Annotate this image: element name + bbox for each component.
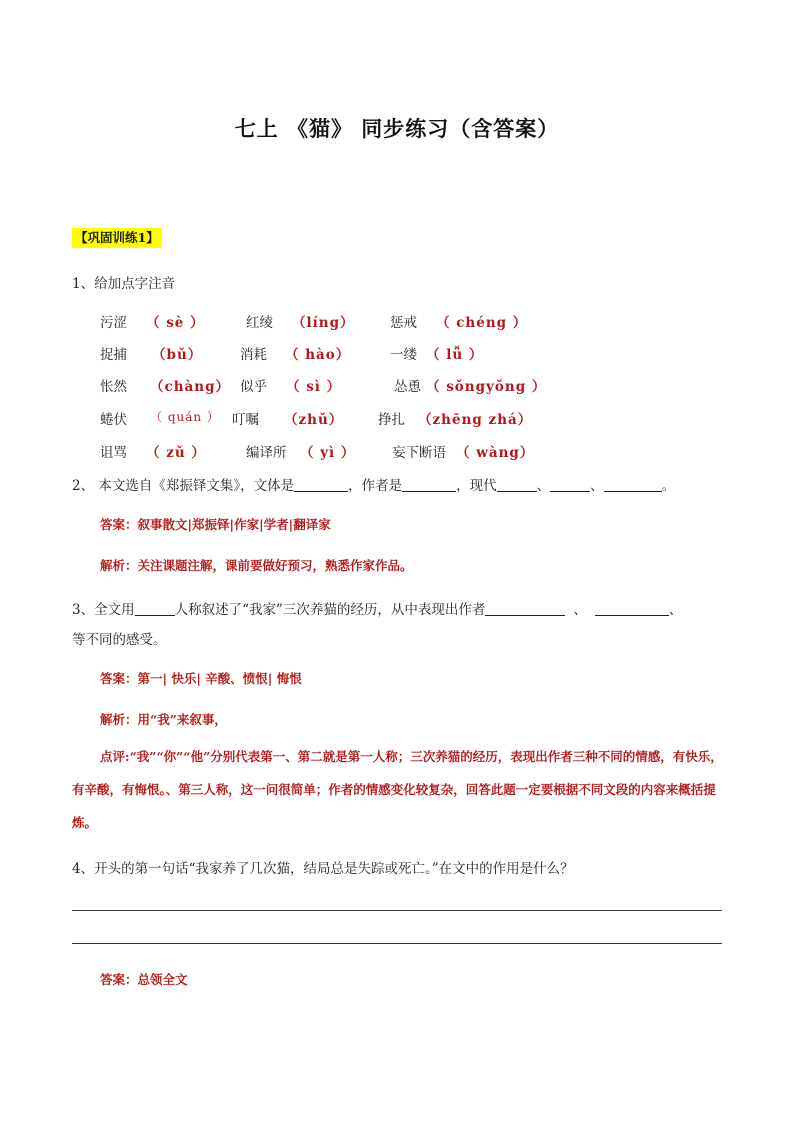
- separator: 。: [661, 478, 676, 494]
- word: 一缕: [390, 347, 417, 363]
- pinyin: （ wàng）: [456, 445, 535, 461]
- answer-blank[interactable]: [497, 477, 537, 492]
- word: 似乎: [240, 379, 267, 395]
- question-1: 1、给加点字注音: [72, 276, 176, 292]
- question-2-text: ，作者是: [348, 478, 403, 494]
- question-3: [72, 598, 682, 618]
- section-badge: 【巩固训练1】: [72, 228, 162, 248]
- pinyin: （ sè ）: [146, 315, 205, 331]
- word: 挣扎: [378, 412, 405, 428]
- word: 怅然: [100, 379, 127, 395]
- separator: 、: [536, 478, 551, 494]
- answer-text: 答案：第一| 快乐| 辛酸、愤恨| 悔恨: [100, 671, 302, 686]
- word: 蜷伏: [100, 412, 127, 428]
- word: 惩戒: [390, 315, 417, 331]
- word: 红绫: [246, 315, 273, 331]
- pinyin: （ yì ）: [300, 445, 356, 461]
- pinyin: （zhǔ）: [284, 412, 344, 428]
- pinyin: （líng）: [292, 315, 355, 331]
- answer-line[interactable]: [72, 943, 722, 944]
- word: 消耗: [240, 347, 267, 363]
- question-2-text: ，现代: [456, 478, 497, 494]
- word: 编译所: [246, 445, 287, 461]
- question-2-text: 2、 本文选自《郑振铎文集》，文体是: [72, 478, 295, 494]
- question-3-line-2: 等不同的感受。: [72, 632, 167, 648]
- separator: 、: [573, 602, 587, 618]
- answer-blank[interactable]: [135, 601, 175, 616]
- question-4: 4、开头的第一句话“我家养了几次猫，结局总是失踪或死亡。”在文中的作用是什么？: [72, 861, 574, 877]
- answer-blank[interactable]: [294, 477, 348, 492]
- word: 诅骂: [100, 445, 127, 461]
- word: 妄下断语: [392, 445, 446, 461]
- analysis-text: 解析：关注课题注解，课前要做好预习，熟悉作家作品。: [100, 558, 413, 573]
- answer-blank[interactable]: [604, 477, 662, 492]
- question-2: [72, 474, 675, 494]
- word: 叮嘱: [232, 412, 259, 428]
- answer-line[interactable]: [72, 910, 722, 911]
- pinyin: （zhēng zhá）: [418, 412, 533, 428]
- answer-blank[interactable]: [485, 601, 565, 616]
- answer-blank[interactable]: [595, 601, 669, 616]
- page-title: 七上 《猫》 同步练习（含答案）: [234, 116, 560, 141]
- pinyin: （ hào）: [285, 347, 351, 363]
- question-3-text: 3、全文用: [72, 602, 135, 618]
- answer-blank[interactable]: [402, 477, 456, 492]
- pinyin: （chàng）: [150, 379, 231, 395]
- separator: 、: [590, 478, 604, 494]
- word: 怂恿: [394, 379, 421, 395]
- analysis-text: 解析：用“我”来叙事，: [100, 712, 227, 727]
- word: 污涩: [100, 315, 127, 331]
- separator: 、: [668, 602, 683, 618]
- pinyin: （ sì ）: [286, 379, 342, 395]
- pinyin: （ sǒngyǒng ）: [426, 379, 547, 395]
- pinyin: （bǔ）: [152, 347, 203, 363]
- pinyin: （ lǚ ）: [426, 347, 484, 363]
- pinyin: （ chéng ）: [436, 315, 528, 331]
- answer-text: 答案：总领全文: [100, 972, 188, 987]
- pinyin: （ zǔ ）: [146, 445, 206, 461]
- answer-text: 答案：叙事散文|郑振铎|作家|学者|翻译家: [100, 517, 331, 532]
- pinyin: （ quán ）: [150, 410, 220, 424]
- comment-text: 点评:“我”“你”“他”分别代表第一、第二就是第一人称；三次养猫的经历，表现出作者三种不同的情感，有快乐，有辛酸，有悔恨。、第三人称，这一问很简单；作者的情感变化较复杂，回答此题一定要根据不同文段的内容来概括提炼。: [72, 749, 723, 830]
- answer-blank[interactable]: [550, 477, 590, 492]
- word: 捉捕: [100, 347, 127, 363]
- question-3-text: 人称叙述了“我家”三次养猫的经历，从中表现出作者: [174, 602, 486, 618]
